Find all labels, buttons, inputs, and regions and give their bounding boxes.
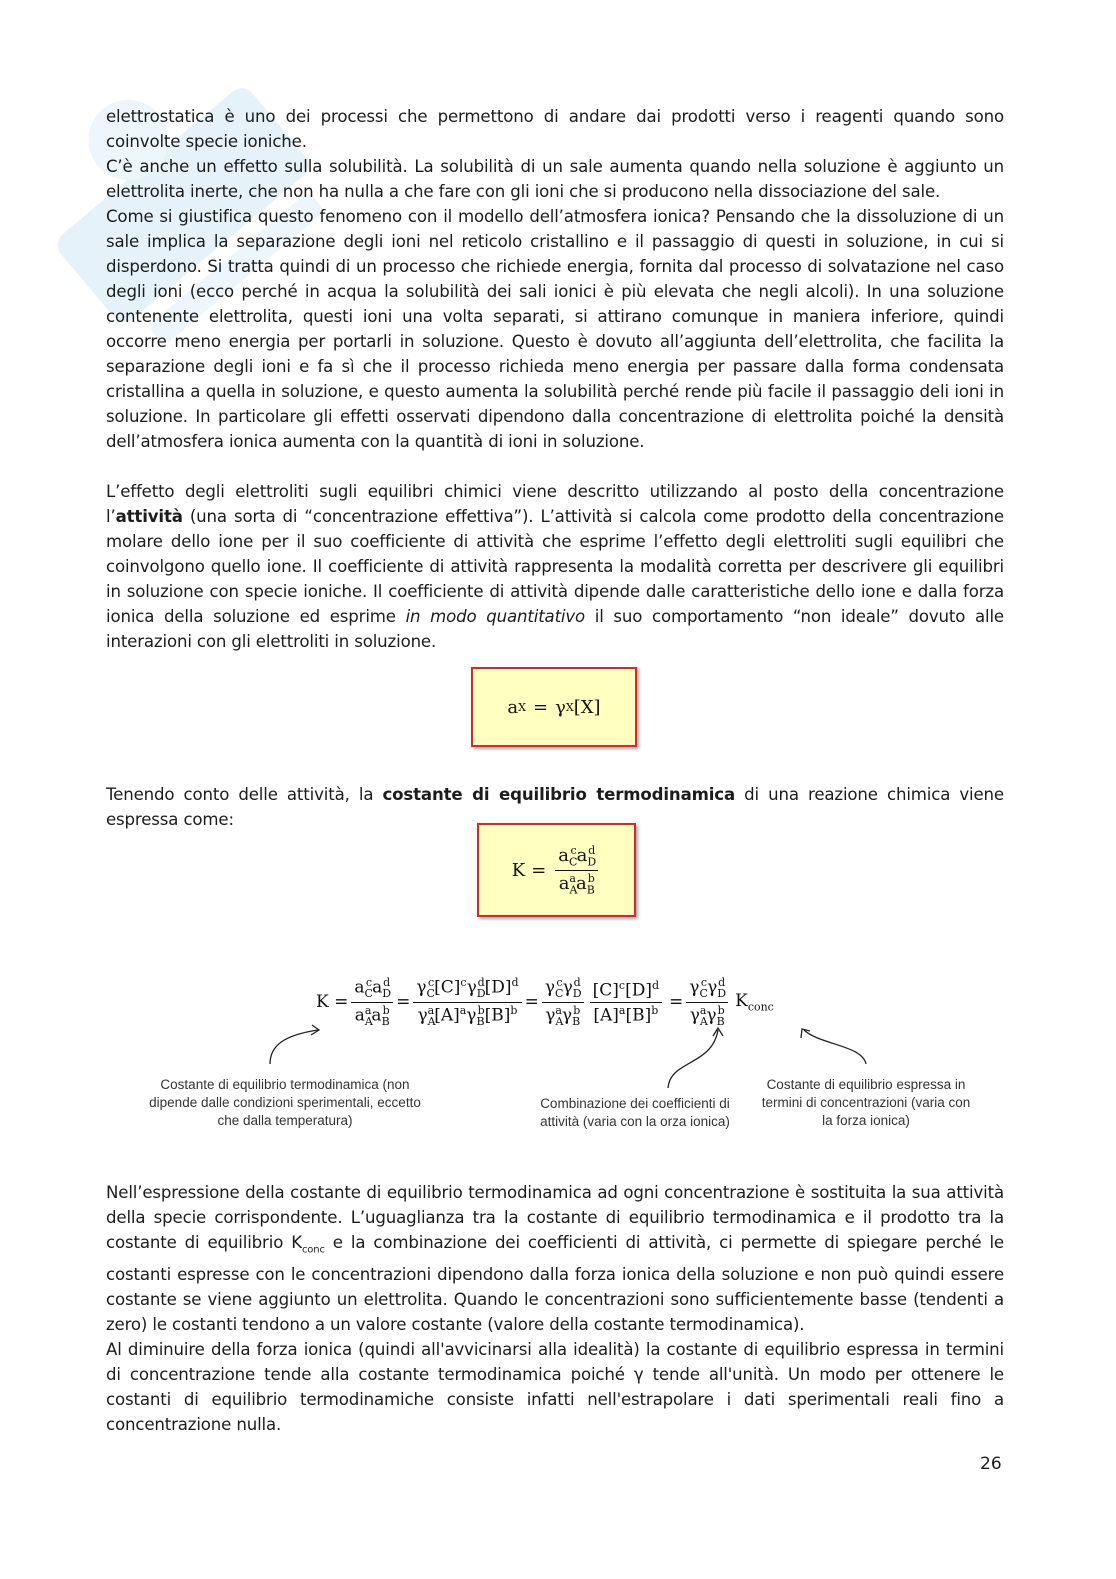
page-number: 26 <box>980 1454 1002 1474</box>
thermo-constant-term: costante di equilibrio termodinamica <box>382 785 736 804</box>
thermo-constant-formula-box: K = $\frac{a_C^ca_D^d}{a_A^aa_B^b}$ <box>477 823 636 917</box>
expanded-equilibrium-equation: K = $\frac{a_C^ca_D^d}{a_A^aa_B^b}$ = $\frac{\gamma_C^c[C]^c\gamma_D^d[D]^d}{\gamma_A^a[A]^a\gamma_B^b[B]^b}$ = $\frac{\gamma_C^c\gamma_D^d}{\gamma_A^a\gamma_B^b}$ $\frac{[C]^c[D]^d}{[A]^a[B]^b}$ = $\frac{\gamma_C^c\gamma_D^d}{\gamma_A^a\gamma_B^b}$ $K_{conc}$ <box>316 976 774 1028</box>
caption-thermo-constant: Costante di equilibrio termodinamica (non dipende dalle condizioni sperimentali, eccetto che dalla temperatura) <box>149 1077 421 1128</box>
paragraph: Come si giustifica questo fenomeno con il modello dell’atmosfera ionica? Pensando che la dissoluzione di un sale implica la separazione degli ioni nel reticolo cristallino e il passaggio di questi in soluzione, in cui si disperdono. Si tratta quindi di un processo che richiede energia, fornita dal processo di solvatazione nel caso degli ioni (ecco perché in acqua la solubilità dei sali ionici è più elevata che negli alcoli). In una soluzione contenente elettrolita, questi ioni una volta separati, si attirano comunque in maniera inferiore, quindi occorre meno energia per portarli in soluzione. Questo è dovuto all’aggiunta dell’elettrolita, che facilita la separazione degli ioni e fa sì che il processo richieda meno energia per passare dalla forma condensata cristallina a quella in soluzione, e questo aumenta la solubilità perché rende più facile il passaggio deli ioni in soluzione. In particolare gli effetti osservati dipendono dalla concentrazione di elettrolita poiché la densità dell’atmosfera ionica aumenta con la quantità di ioni in soluzione. <box>106 207 1004 451</box>
paragraph: Nell’espressione della costante di equilibrio termodinamica ad ogni concentrazione è sostituita la sua attività della specie corrispondente. L’uguaglianza tra la costante di equilibrio termodinamica e il prodotto tra la costante di equilibrio $K_{conc}$ e la combinazione dei coefficienti di attività, ci permette di spiegare perché le costanti espresse con le concentrazioni dipendono dalla forza ionica della soluzione e non può quindi essere costante se viene aggiunto un elettrolita. Quando le concentrazioni sono sufficientemente basse (tendenti a zero) le costanti tendono a un valore costante (valore della costante termodinamica). <box>106 1183 1004 1335</box>
activity-term: attività <box>115 507 183 526</box>
thermo-paragraph: Tenendo conto delle attività, la costante di equilibrio termodinamica di una reazione chimica viene espressa come: <box>106 785 1004 829</box>
paragraph: Al diminuire della forza ionica (quindi all'avvicinarsi alla idealità) la costante di equilibrio espressa in termini di concentrazione tende alla costante termodinamica poiché γ tende all'unità. Un modo per ottenere le costanti di equilibrio termodinamiche consiste infatti nell'estrapolare i dati sperimentali reali fino a concentrazione nulla. <box>106 1340 1004 1435</box>
caption-conc-constant: Costante di equilibrio espressa in termini di concentrazioni (varia con la forza ionica) <box>761 1077 971 1128</box>
paragraph: elettrostatica è uno dei processi che permettono di andare dai prodotti verso i reagenti quando sono coinvolte specie ioniche. <box>106 107 1004 151</box>
bottom-text <box>106 1180 1004 1437</box>
paragraph: C’è anche un effetto sulla solubilità. La solubilità di un sale aumenta quando nella soluzione è aggiunto un elettrolita inerte, che non ha nulla a che fare con gli ioni che si producono nella dissociazione del sale. <box>106 157 1004 201</box>
caption-activity-coefficients: Combinazione dei coefficienti di attività (varia con la orza ionica) <box>540 1096 730 1129</box>
activity-paragraph: L’effetto degli elettroliti sugli equilibri chimici viene descritto utilizzando al posto della concentrazione l’attività (una sorta di “concentrazione effettiva”). L’attività si calcola come prodotto della concentrazione molare dello ione per il suo coefficiente di attività che esprime l’effetto degli elettroliti sugli equilibri che coinvolgono quello ione. Il coefficiente di attività rappresenta la modalità corretta per descrivere gli equilibri in soluzione con specie ioniche. Il coefficiente di attività dipende dalle caratteristiche dello ione e dalla forza ionica della soluzione ed esprime in modo quantitativo il suo comportamento “non ideale” dovuto alle interazioni con gli elettroliti in soluzione. <box>106 482 1004 651</box>
activity-formula-box: a X = γ X [X] <box>471 667 637 747</box>
